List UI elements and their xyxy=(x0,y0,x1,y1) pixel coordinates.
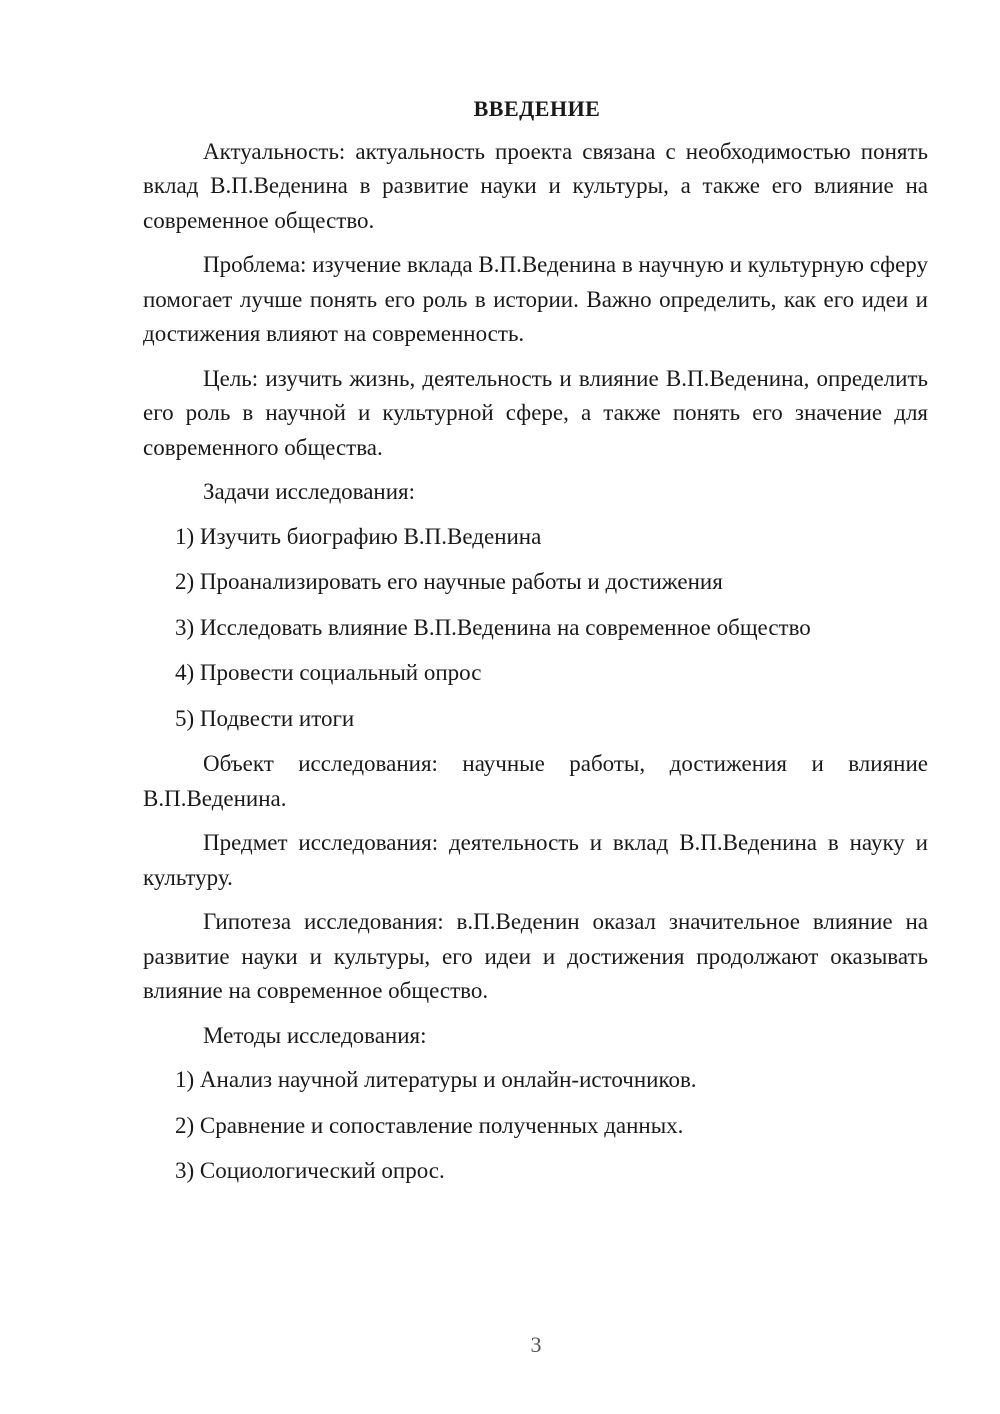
task-item: 1) Изучить биографию В.П.Веденина xyxy=(175,523,542,549)
method-item: 3) Социологический опрос. xyxy=(175,1158,445,1183)
task-item: 4) Провести социальный опрос xyxy=(175,660,482,685)
methods-label: Методы исследования: xyxy=(203,1022,427,1048)
subject-paragraph: Предмет исследования: деятельность и вклад В.П.Веденина в науку и культуру. xyxy=(143,830,928,890)
goal-paragraph: Цель: изучить жизнь, деятельность и влияние В.П.Веденина, определить его роль в научной и культурной сфере, а также понять его значение для современного общества. xyxy=(143,365,928,460)
method-item: 2) Сравнение и сопоставление полученных данных. xyxy=(175,1112,684,1138)
hypothesis-paragraph: Гипотеза исследования: в.П.Веденин оказал значительное влияние на развитие науки и культуры, его идеи и достижения продолжают оказывать влияние на современное общество. xyxy=(143,909,928,1003)
page-number: 3 xyxy=(530,1332,542,1357)
task-item: 5) Подвести итоги xyxy=(175,705,355,731)
problem-paragraph: Проблема: изучение вклада В.П.Веденина в научную и культурную сферу помогает лучше понять его роль в истории. Важно определить, как его идеи и достижения влияют на современность. xyxy=(143,252,928,346)
task-item: 2) Проанализировать его научные работы и достижения xyxy=(175,569,723,594)
section-heading: ВВЕДЕНИЕ xyxy=(473,96,601,121)
method-item: 1) Анализ научной литературы и онлайн-источников. xyxy=(175,1067,697,1092)
tasks-list xyxy=(143,520,928,737)
relevance-paragraph: Актуальность: актуальность проекта связана с необходимостью понять вклад В.П.Веденина в развитие науки и культуры, а также его влияние на современное общество. xyxy=(143,138,928,233)
methods-list xyxy=(143,1063,928,1189)
page-content xyxy=(143,92,928,1200)
task-item: 3) Исследовать влияние В.П.Веденина на современное общество xyxy=(175,614,811,640)
tasks-label: Задачи исследования: xyxy=(203,479,416,504)
object-paragraph: Объект исследования: научные работы, достижения и влияние В.П.Веденина. xyxy=(143,751,928,811)
